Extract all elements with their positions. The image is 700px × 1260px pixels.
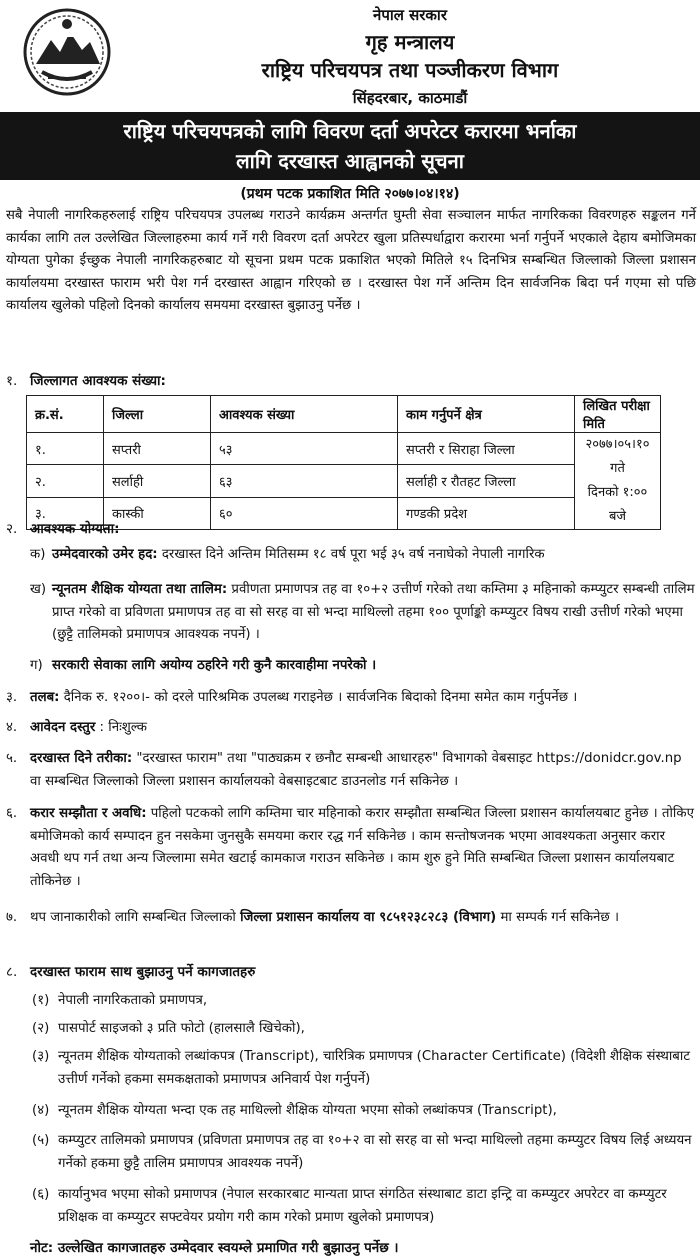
government-name: नेपाल सरकार (373, 6, 447, 24)
district-table (26, 395, 661, 530)
section-7-text2: मा सम्पर्क गर्न सकिनेछ । (496, 910, 620, 925)
section-8-number: ८. (6, 964, 18, 980)
section-5-text: "दरखास्त फाराम" तथा "पाठ्यक्रम र छनौट सम्बन्धी आधारहरु" विभागको वेबसाइट https://donidcr.gov.np वा सम्बन्धित जिल्लाको जिल्ला प्रशासन कार्यालयको वेबसाइटबाट डाउनलोड गर्न सकिनेछ । (30, 751, 682, 789)
intro-paragraph: सबै नेपाली नागरिकहरुलाई राष्ट्रिय परिचयपत्र उपलब्ध गराउने कार्यक्रम अन्तर्गत घुम्ती सेवा सञ्चालन मार्फत नागरिकका विवरणहरु सङ्कलन गर्ने कार्यका लागि तल उल्लेखित जिल्लाहरुमा कार्य गर्ने गरी विवरण दर्ता अपरेटर खुला प्रतिस्पर्धाद्वारा करारमा भर्ना गर्नुपर्ने भएकाले देहाय बमोजिमका योग्यता पुगेका ईच्छुक नेपाली नागरिकहरुबाट यो सूचना प्रथम पटक प्रकाशित भएको मितिले १५ दिनभित्र सम्बन्धित जिल्लाको जिल्ला प्रशासन कार्यालयमा दरखास्त फाराम भरी पेश गर्न दरखास्त आह्वान गरिएको छ । दरखास्त पेश गर्ने अन्तिम दिन सार्वजनिक बिदा पर्न गएमा सो पछि कार्यालय खुलेको पहिलो दिनको कार्यालय समयमा दरखास्त बुझाउनु पर्नेछ । (6, 208, 696, 314)
col-header-exam-date: लिखित परीक्षा मिति (575, 396, 661, 433)
item-text: कार्यानुभव भएमा सोको प्रमाणपत्र (नेपाल सरकारबाट मान्यता प्राप्त संगठित संस्थाबाट डाटा इन्ट्रि वा कम्प्युटर अपरेटर वा कम्प्युटर प्रशिक्षक वा कम्प्युटर सफ्टवेयर प्रयोग गरी काम गरेको प्रमाण खुलेको प्रमाणपत्र) (58, 1187, 667, 1225)
section-7-text1: थप जानाकारीको लागि सम्बन्धित जिल्लाको (30, 910, 241, 925)
item-label: (१) (32, 993, 50, 1008)
item-label: ग) (30, 658, 43, 673)
section-2-heading (6, 518, 120, 540)
item-label: (४) (32, 1103, 50, 1118)
item-label: क) (30, 547, 46, 562)
cell-required-number: ६० (211, 497, 398, 529)
cell-required-number: ६३ (211, 465, 398, 497)
section-7-bold: जिल्ला प्रशासन कार्यालय वा ९८५१२३८२८३ (विभाग) (240, 910, 497, 925)
item-text: दरखास्त दिने अन्तिम मितिसम्म १८ वर्ष पूरा भई ३५ वर्ष ननाघेको नेपाली नागरिक (157, 547, 545, 562)
cell-district: सप्तरी (104, 433, 211, 465)
section-1-heading (6, 370, 166, 392)
section-3-text: दैनिक रु. १२००।- को दरले पारिश्रमिक उपलब्ध गराइनेछ । सार्वजनिक बिदाको दिनमा समेत काम गर्नुपर्नेछ । (59, 690, 578, 705)
notice-title-banner (0, 112, 700, 180)
section-8-heading (6, 961, 256, 983)
office-location: सिंहदरबार, काठमाडौं (352, 89, 468, 107)
cell-district: सर्लाही (104, 465, 211, 497)
item-text: प्रवीणता प्रमाणपत्र तह वा १०+२ उत्तीर्ण गरेको तथा कम्तिमा ३ महिनाको कम्प्युटर सम्बन्धी तालिम प्राप्त गरेको वा प्रविणता प्रमाणपत्र तह वा सो सरह वा सो भन्दा माथिल्लो तहमा १०० पूर्णाङ्को कम्प्युटर विषय राखी उत्तीर्ण गरेको भएमा (छुट्टै तालिमको प्रमाणपत्र आवश्यक नपर्ने) । (52, 582, 695, 642)
col-header-serial: क्र.सं. (27, 396, 104, 433)
cell-serial: ३. (27, 497, 104, 529)
ministry-name: गृह मन्त्रालय (365, 30, 455, 54)
table-row (27, 433, 661, 465)
item-text: न्यूनतम शैक्षिक योग्यताको लब्धांकपत्र (Transcript), चारित्रिक प्रमाणपत्र (Character Certificate) (विदेशी शैक्षिक संस्थाबाट उत्तीर्ण गर्नेको हकमा समकक्षताको प्रमाणपत्र अनिवार्य पेश गर्नुपर्ने) (58, 1049, 691, 1087)
item-bold: उम्मेदवारको उमेर हद: (52, 547, 158, 562)
section-6-bold: करार सम्झौता र अवधि: (30, 806, 147, 821)
item-label: (२) (32, 1021, 50, 1036)
item-label: ख) (30, 582, 47, 597)
section-5-number: ५. (6, 751, 18, 766)
section-2-number: २. (6, 521, 18, 537)
section-3-bold: तलब: (30, 690, 60, 705)
cell-district: कास्की (104, 497, 211, 529)
section-7-number: ७. (6, 910, 18, 925)
item-text: कम्प्युटर तालिमको प्रमाणपत्र (प्रविणता प्रमाणपत्र तह वा १०+२ वा सो सरह वा सो भन्दा माथिल्लो तहमा कम्प्युटर विषय लिई अध्ययन गर्नेको हकमा छुट्टै तालिम प्रमाणपत्र आवश्यक नपर्ने) (58, 1133, 692, 1171)
section-4-text: : निःशुल्क (95, 720, 148, 735)
cell-exam-date (575, 433, 661, 530)
item-label: (५) (32, 1133, 50, 1148)
department-name: राष्ट्रिय परिचयपत्र तथा पञ्जीकरण विभाग (261, 58, 559, 82)
section-5-bold: दरखास्त दिने तरीका: (30, 751, 133, 766)
cell-serial: २. (27, 465, 104, 497)
col-header-work-area: काम गर्नुपर्ने क्षेत्र (398, 396, 575, 433)
section-8-title: दरखास्त फाराम साथ बुझाउनु पर्ने कागजातहरु (30, 964, 256, 980)
section-2-title: आवश्यक योग्यता: (30, 521, 120, 537)
section-1-number: १. (6, 373, 18, 389)
item-label: (६) (32, 1187, 50, 1202)
section-6-number: ६. (6, 806, 18, 821)
section-4-number: ४. (6, 720, 18, 735)
section-1-title: जिल्लागत आवश्यक संख्या: (30, 373, 166, 389)
table-row (27, 465, 661, 497)
item-bold: सरकारी सेवाका लागि अयोग्य ठहरिने गरी कुनै कारवाहीमा नपरेको । (52, 658, 377, 673)
item-text: पासपोर्ट साइजको ३ प्रति फोटो (हालसालै खिचेको), (58, 1021, 305, 1036)
item-text: नेपाली नागरिकताको प्रमाणपत्र, (58, 993, 208, 1008)
table-header-row (27, 396, 661, 433)
item-label: (३) (32, 1049, 50, 1064)
cell-required-number: ५३ (211, 433, 398, 465)
cell-work-area: सर्लाही र रौतहट जिल्ला (398, 465, 575, 497)
exam-date-line1: २०७७।०५।१० गते (585, 437, 650, 476)
note: नोट: उल्लेखित कागजातहरु उम्मेदवार स्वयम्ले प्रमाणित गरी बुझाउनु पर्नेछ । (30, 1240, 399, 1256)
item-text: न्यूनतम शैक्षिक योग्यता भन्दा एक तह माथिल्लो शैक्षिक योग्यता भएमा सोको लब्धांकपत्र (Transcript), (58, 1103, 557, 1118)
notice-title-line2: लागि दरखास्त आह्वानको सूचना (236, 149, 464, 173)
section-4-bold: आवेदन दस्तुर (30, 720, 96, 735)
section-6-text: पहिलो पटकको लागि कम्तिमा चार महिनाको करार सम्झौता सम्बन्धित जिल्ला प्रशासन कार्यालयबाट हुनेछ । तोकिए बमोजिमको कार्य सम्पादन हुन नसकेमा जुनसुकै समयमा करार रद्ध गर्न सकिनेछ । काम सन्तोषजनक भएमा आवश्यकता अनुसार करार अवधी थप गर्न तथा अन्य जिल्लामा समेत खटाई कामकाज गराउन सकिनेछ । काम शुरु हुने मिति सम्बन्धित जिल्ला प्रशासन कार्यालयबाट तोकिनेछ । (30, 806, 694, 889)
notice-title-line1: राष्ट्रिय परिचयपत्रको लागि विवरण दर्ता अपरेटर करारमा भर्नाका (123, 119, 577, 143)
section-3-number: ३. (6, 690, 18, 705)
nepal-emblem-icon (18, 6, 116, 98)
col-header-district: जिल्ला (104, 396, 211, 433)
publish-date: (प्रथम पटक प्रकाशित मिति २०७७।०४।१४) (240, 186, 460, 202)
col-header-required-number: आवश्यक संख्या (211, 396, 398, 433)
cell-work-area: सप्तरी र सिराहा जिल्ला (398, 433, 575, 465)
item-bold: न्यूनतम शैक्षिक योग्यता तथा तालिम: (52, 582, 228, 597)
cell-serial: १. (27, 433, 104, 465)
exam-date-line2: दिनको १:०० बजे (587, 485, 648, 524)
cell-work-area: गण्डकी प्रदेश (398, 497, 575, 529)
table-row (27, 497, 661, 529)
